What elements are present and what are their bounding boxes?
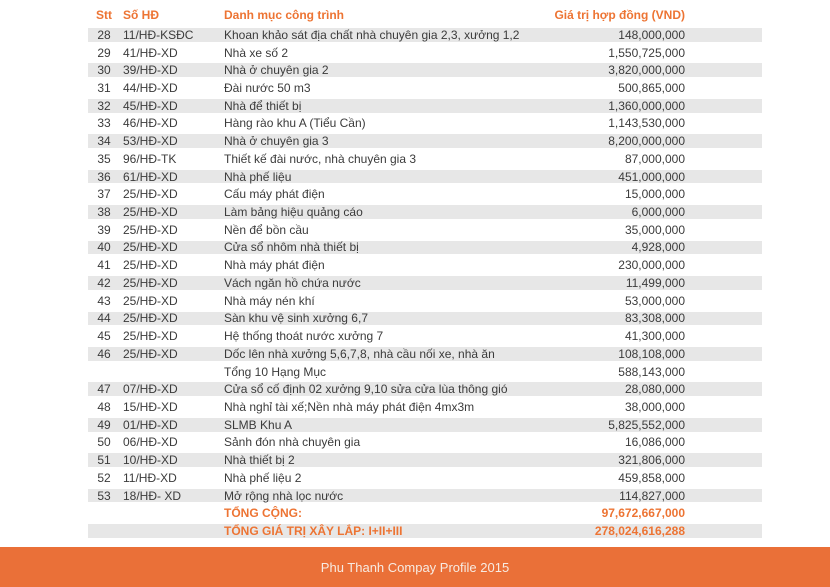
cell-stt: 37 xyxy=(97,187,111,202)
table-row xyxy=(88,239,762,257)
cell-so-hd: 25/HĐ-XD xyxy=(123,275,178,290)
cell-danh-muc: Nhà ở chuyên gia 2 xyxy=(224,63,329,78)
cell-stt: 45 xyxy=(97,329,111,344)
cell-danh-muc: Nhà máy phát điện xyxy=(224,258,325,273)
cell-gia-tri: 5,825,552,000 xyxy=(608,417,685,432)
cell-so-hd: 11/HĐ-KSĐC xyxy=(123,27,194,42)
cell-so-hd: 11/HĐ-XD xyxy=(123,470,177,485)
footer-bar xyxy=(0,547,830,587)
cell-so-hd: 46/HĐ-XD xyxy=(123,116,178,131)
cell-danh-muc: Thiết kế đài nước, nhà chuyên gia 3 xyxy=(224,151,417,166)
contracts-table xyxy=(88,4,762,540)
cell-so-hd: 25/HĐ-XD xyxy=(123,240,178,255)
cell-stt: 50 xyxy=(97,435,111,450)
cell-so-hd: 25/HĐ-XD xyxy=(123,258,178,273)
cell-gia-tri: 148,000,000 xyxy=(618,27,685,42)
cell-stt: 52 xyxy=(97,470,111,485)
cell-stt: 41 xyxy=(97,258,111,273)
cell-stt: 44 xyxy=(97,311,111,326)
cell-so-hd: 25/HĐ-XD xyxy=(123,346,178,361)
table-row xyxy=(88,310,762,328)
cell-stt: 53 xyxy=(97,488,111,503)
cell-gia-tri: 28,080,000 xyxy=(624,382,685,397)
cell-so-hd: 45/HĐ-XD xyxy=(123,98,178,113)
table-row xyxy=(88,132,762,150)
cell-danh-muc: Nhà để thiết bị xyxy=(224,98,302,113)
cell-so-hd: 25/HĐ-XD xyxy=(123,293,178,308)
table-row xyxy=(88,451,762,469)
table-row xyxy=(88,168,762,186)
table-row xyxy=(88,150,762,168)
cell-gia-tri: 15,000,000 xyxy=(624,187,685,202)
cell-stt: 40 xyxy=(97,240,111,255)
table-row xyxy=(88,79,762,97)
cell-gia-tri: 6,000,000 xyxy=(631,205,685,220)
table-row xyxy=(88,256,762,274)
cell-danh-muc: Cửa sổ cố định 02 xưởng 9,10 sửa cửa lùa thông gió xyxy=(224,382,508,397)
table-row xyxy=(88,487,762,505)
cell-stt: 38 xyxy=(97,205,111,220)
cell-stt: 33 xyxy=(97,116,111,131)
table-row xyxy=(88,185,762,203)
cell-danh-muc: Nhà nghỉ tài xế;Nền nhà máy phát điện 4mx3m xyxy=(224,399,475,414)
cell-gia-tri: 38,000,000 xyxy=(624,399,685,414)
cell-gia-tri: 321,806,000 xyxy=(618,453,685,468)
cell-so-hd: 25/HĐ-XD xyxy=(123,329,178,344)
cell-danh-muc: Tổng 10 Hạng Mục xyxy=(224,364,327,379)
cell-stt: 43 xyxy=(97,293,111,308)
cell-gia-tri: 11,499,000 xyxy=(625,275,685,290)
table-row xyxy=(88,97,762,115)
cell-gia-tri: 97,672,667,000 xyxy=(601,506,685,521)
cell-danh-muc: Cấu máy phát điện xyxy=(224,187,325,202)
cell-gia-tri: 588,143,000 xyxy=(618,364,685,379)
table-row xyxy=(88,221,762,239)
cell-so-hd: 15/HĐ-XD xyxy=(123,399,178,414)
cell-so-hd: 18/HĐ- XD xyxy=(123,488,182,503)
cell-stt: 48 xyxy=(97,399,111,414)
cell-so-hd: 44/HĐ-XD xyxy=(123,81,178,96)
cell-danh-muc: Nhà ở chuyên gia 3 xyxy=(224,134,329,149)
table-row xyxy=(88,434,762,452)
cell-stt: 28 xyxy=(97,27,111,42)
cell-stt: 47 xyxy=(97,382,111,397)
cell-gia-tri: 459,858,000 xyxy=(618,470,685,485)
table-row xyxy=(88,363,762,381)
cell-so-hd: 01/HĐ-XD xyxy=(123,417,178,432)
cell-so-hd: 25/HĐ-XD xyxy=(123,205,178,220)
cell-danh-muc: Dốc lên nhà xưởng 5,6,7,8, nhà cầu nối xe, nhà ăn xyxy=(224,346,495,361)
cell-danh-muc: Hệ thống thoát nước xưởng 7 xyxy=(224,329,384,344)
cell-so-hd: 96/HĐ-TK xyxy=(123,151,177,166)
cell-so-hd: 10/HĐ-XD xyxy=(123,453,178,468)
table-row xyxy=(88,327,762,345)
cell-danh-muc: Nhà thiết bị 2 xyxy=(224,453,295,468)
cell-danh-muc: TỔNG GIÁ TRỊ XÂY LẮP: I+II+III xyxy=(224,523,403,538)
cell-danh-muc: Đài nước 50 m3 xyxy=(224,81,311,96)
table-row xyxy=(88,380,762,398)
cell-gia-tri: 278,024,616,288 xyxy=(594,523,685,538)
cell-gia-tri: 114,827,000 xyxy=(619,488,685,503)
header-so-hd: Số HĐ xyxy=(123,8,159,22)
cell-danh-muc: Nhà phế liệu 2 xyxy=(224,470,302,485)
table-body xyxy=(88,26,762,540)
cell-danh-muc: Nền để bồn cầu xyxy=(224,222,309,237)
cell-danh-muc: Nhà xe số 2 xyxy=(224,45,289,60)
cell-gia-tri: 35,000,000 xyxy=(624,222,685,237)
cell-so-hd: 25/HĐ-XD xyxy=(123,222,178,237)
table-row xyxy=(88,416,762,434)
cell-gia-tri: 16,086,000 xyxy=(624,435,685,450)
cell-stt: 39 xyxy=(97,222,111,237)
cell-danh-muc: Sảnh đón nhà chuyên gia xyxy=(224,435,361,450)
table-header xyxy=(88,4,762,26)
table-row xyxy=(88,44,762,62)
table-row xyxy=(88,115,762,133)
cell-so-hd: 06/HĐ-XD xyxy=(123,435,178,450)
cell-so-hd: 61/HĐ-XD xyxy=(123,169,178,184)
cell-gia-tri: 451,000,000 xyxy=(618,169,685,184)
table-row xyxy=(88,469,762,487)
header-danh-muc: Danh mục công trình xyxy=(224,8,344,22)
cell-gia-tri: 4,928,000 xyxy=(631,240,685,255)
cell-gia-tri: 53,000,000 xyxy=(624,293,685,308)
cell-danh-muc: SLMB Khu A xyxy=(224,417,293,432)
cell-gia-tri: 8,200,000,000 xyxy=(608,134,685,149)
cell-stt: 30 xyxy=(97,63,111,78)
cell-stt: 49 xyxy=(97,417,111,432)
cell-gia-tri: 87,000,000 xyxy=(624,151,685,166)
header-gia-tri: Giá trị hợp đồng (VND) xyxy=(554,8,685,22)
cell-so-hd: 25/HĐ-XD xyxy=(123,187,178,202)
cell-danh-muc: Vách ngăn hồ chứa nước xyxy=(224,275,361,290)
table-row xyxy=(88,345,762,363)
cell-so-hd: 25/HĐ-XD xyxy=(123,311,178,326)
cell-stt: 36 xyxy=(97,169,111,184)
cell-danh-muc: Cửa sổ nhôm nhà thiết bị xyxy=(224,240,359,255)
cell-stt: 31 xyxy=(97,81,111,96)
cell-gia-tri: 1,360,000,000 xyxy=(608,98,685,113)
cell-so-hd: 53/HĐ-XD xyxy=(123,134,178,149)
cell-so-hd: 39/HĐ-XD xyxy=(123,63,178,78)
footer-text: Phu Thanh Compay Profile 2015 xyxy=(320,559,510,575)
cell-danh-muc: Nhà máy nén khí xyxy=(224,293,315,308)
cell-stt: 35 xyxy=(97,151,111,166)
cell-danh-muc: Mở rộng nhà lọc nước xyxy=(224,488,344,503)
cell-danh-muc: Làm bảng hiệu quảng cáo xyxy=(224,205,363,220)
cell-gia-tri: 3,820,000,000 xyxy=(608,63,685,78)
cell-so-hd: 41/HĐ-XD xyxy=(123,45,178,60)
cell-gia-tri: 108,108,000 xyxy=(618,346,685,361)
cell-stt: 34 xyxy=(97,134,111,149)
table-row xyxy=(88,504,762,522)
table-row xyxy=(88,61,762,79)
cell-gia-tri: 230,000,000 xyxy=(618,258,685,273)
cell-gia-tri: 1,143,530,000 xyxy=(608,116,685,131)
cell-danh-muc: Sàn khu vệ sinh xưởng 6,7 xyxy=(224,311,368,326)
cell-stt: 42 xyxy=(97,275,111,290)
table-row xyxy=(88,274,762,292)
cell-stt: 29 xyxy=(97,45,111,60)
table-row xyxy=(88,522,762,540)
header-stt: Stt xyxy=(96,8,112,22)
table-row xyxy=(88,26,762,44)
table-row xyxy=(88,203,762,221)
cell-stt: 46 xyxy=(97,346,111,361)
cell-danh-muc: Hàng rào khu A (Tiểu Cần) xyxy=(224,116,366,131)
cell-gia-tri: 1,550,725,000 xyxy=(608,45,685,60)
cell-danh-muc: TỔNG CỘNG: xyxy=(224,506,302,521)
cell-gia-tri: 83,308,000 xyxy=(624,311,685,326)
cell-so-hd: 07/HĐ-XD xyxy=(123,382,178,397)
table-row xyxy=(88,292,762,310)
cell-gia-tri: 41,300,000 xyxy=(624,329,685,344)
cell-danh-muc: Nhà phế liệu xyxy=(224,169,292,184)
cell-danh-muc: Khoan khảo sát địa chất nhà chuyên gia 2,3, xưởng 1,2 xyxy=(224,27,520,42)
cell-stt: 51 xyxy=(97,453,111,468)
table-row xyxy=(88,398,762,416)
cell-gia-tri: 500,865,000 xyxy=(618,81,685,96)
cell-stt: 32 xyxy=(97,98,111,113)
